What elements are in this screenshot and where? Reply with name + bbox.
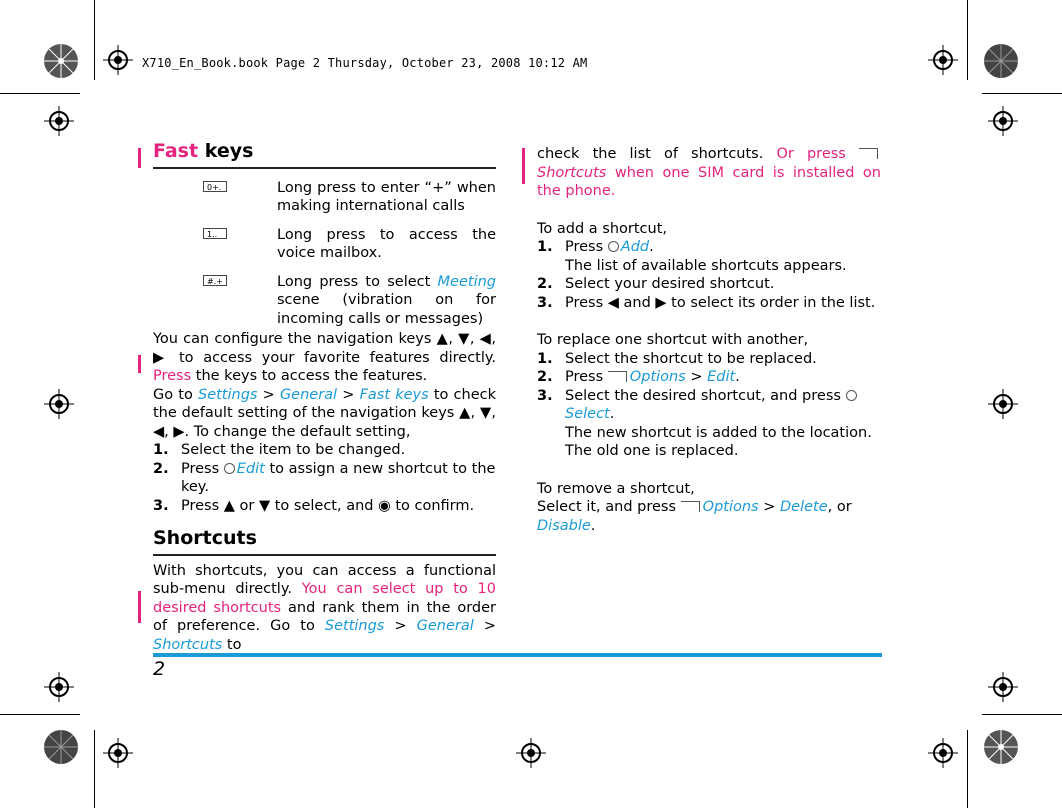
crop-mark bbox=[94, 730, 95, 808]
crop-mark bbox=[967, 0, 968, 80]
crop-mark bbox=[982, 93, 1062, 94]
crop-mark bbox=[0, 714, 80, 715]
registration-target-icon bbox=[103, 738, 133, 768]
color-wheel-icon bbox=[43, 43, 79, 79]
key-hash-icon: #.+ bbox=[203, 275, 227, 286]
key-zero-icon: 0+. bbox=[203, 181, 227, 192]
left-column bbox=[153, 142, 496, 654]
registration-target-icon bbox=[103, 45, 133, 75]
fast-key-row: 1.. Long press to access the voice mailbox. bbox=[153, 226, 496, 263]
registration-target-icon bbox=[988, 672, 1018, 702]
registration-target-icon bbox=[988, 106, 1018, 136]
crop-mark bbox=[94, 0, 95, 80]
add-title: To add a shortcut, bbox=[537, 220, 667, 237]
change-bar bbox=[138, 148, 141, 168]
soft-key-icon bbox=[681, 501, 700, 512]
shortcuts-heading: Shortcuts bbox=[153, 529, 496, 556]
change-bar bbox=[138, 591, 141, 623]
fast-key-row: #.+ Long press to select Meeting scene (vibration on for incoming calls or messages) bbox=[153, 273, 496, 329]
key-one-icon: 1.. bbox=[203, 228, 227, 239]
ok-key-icon bbox=[224, 463, 235, 474]
color-wheel-icon bbox=[43, 729, 79, 765]
ok-key-icon bbox=[846, 390, 857, 401]
registration-target-icon bbox=[928, 45, 958, 75]
soft-key-icon bbox=[608, 371, 627, 382]
ok-key-icon bbox=[608, 241, 619, 252]
replace-title: To replace one shortcut with another, bbox=[537, 332, 809, 348]
list-item: 3. Select the desired shortcut, and press Select. bbox=[537, 387, 881, 424]
crop-mark bbox=[0, 93, 80, 94]
list-item: 1. Select the shortcut to be replaced. bbox=[537, 350, 817, 367]
fast-key-row: 0+. Long press to enter “+” when making international calls bbox=[153, 179, 496, 216]
color-wheel-icon bbox=[983, 729, 1019, 765]
fast-keys-heading: Fast keys bbox=[153, 142, 496, 169]
list-item: 3. Press ▲ or ▼ to select, and ◉ to confirm. bbox=[153, 497, 475, 514]
registration-target-icon bbox=[44, 672, 74, 702]
crop-mark bbox=[967, 730, 968, 808]
crop-mark bbox=[982, 714, 1062, 715]
print-header: X710_En_Book.book Page 2 Thursday, October 23, 2008 10:12 AM bbox=[142, 56, 588, 70]
page-number: 2 bbox=[153, 658, 166, 680]
list-item: 1. Select the item to be changed. bbox=[153, 442, 406, 458]
list-item: 2. Press Options > Edit. bbox=[537, 369, 740, 385]
registration-target-icon bbox=[928, 738, 958, 768]
change-bar bbox=[522, 148, 525, 184]
right-column: check the list of shortcuts. Or press Shortcuts when one SIM card is installed on the phone. To add a shortcut, 1. Press Add. The list of available shortcuts appears. 2. Select your desired shortcut. 3. Press ◀ and ▶ to select its order in the list. To replace one shortcut with another, 1. Select the shortcut to be replaced. 2. Press Options > Edit. 3. Select the desired shortcut, and press Select. The new shortcut is added to the location. The old one is replaced. To remove a shortcut, Select it, and press Options > Delete, or Disable. bbox=[537, 146, 881, 534]
soft-key-icon bbox=[859, 148, 878, 159]
registration-target-icon bbox=[516, 738, 546, 768]
list-item: 3. Press ◀ and ▶ to select its order in the list. bbox=[537, 294, 876, 311]
list-item: 2. Select your desired shortcut. bbox=[537, 276, 775, 292]
registration-target-icon bbox=[44, 389, 74, 419]
footer-rule bbox=[153, 653, 882, 657]
registration-target-icon bbox=[988, 389, 1018, 419]
change-bar bbox=[138, 355, 141, 373]
remove-paragraph: Select it, and press Options > Delete, or Disable. bbox=[537, 499, 852, 534]
remove-title: To remove a shortcut, bbox=[537, 480, 695, 497]
navigation-paragraph: You can configure the navigation keys ▲, ▼, ◀, ▶ to access your favorite features directly. Press the keys to access the features. bbox=[153, 331, 496, 384]
go-to-paragraph: Go to Settings > General > Fast keys to check the default setting of the navigation keys ▲, ▼, ◀, ▶. To change the default setting, bbox=[153, 386, 496, 440]
list-item: 1. Press Add. bbox=[537, 239, 654, 255]
shortcuts-continued: check the list of shortcuts. Or press Shortcuts when one SIM card is installed on the phone. bbox=[537, 146, 881, 199]
registration-target-icon bbox=[44, 106, 74, 136]
shortcuts-paragraph: With shortcuts, you can access a functional sub-menu directly. You can select up to 10 desired shortcuts and rank them in the order of preference. Go to Settings > General > Shortcuts to bbox=[153, 562, 497, 653]
color-wheel-icon bbox=[983, 43, 1019, 79]
list-item: 2. Press Edit to assign a new shortcut to the key. bbox=[153, 460, 496, 495]
